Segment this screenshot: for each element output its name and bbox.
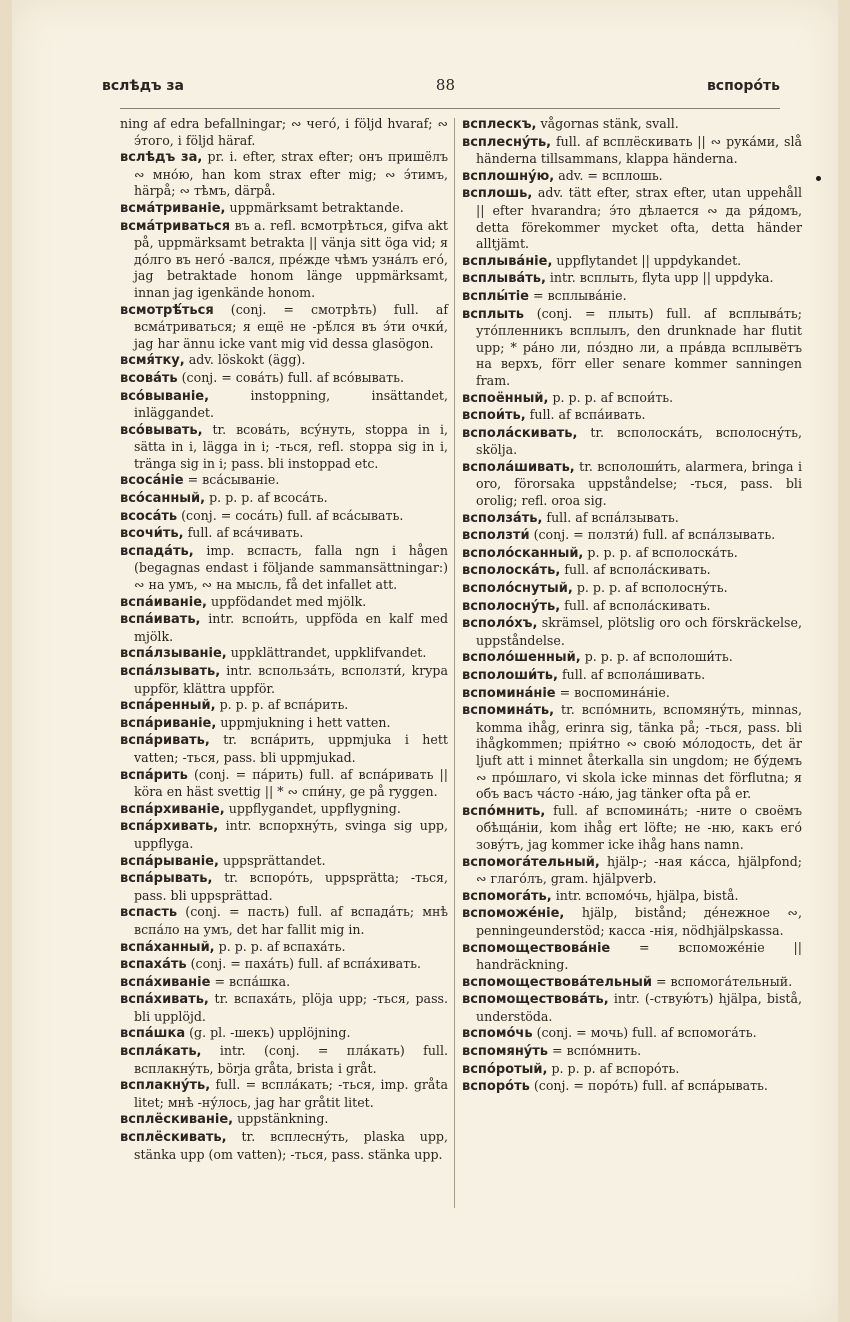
entry-definition: въ a. refl. всмотрѣться, gifva akt på, uppmärksamt betrakta || vänja sitt öga vid; я до́лго въ него́ -вался, пре́жде чѣмъ узна́лъ его́, jag betraktade honom länge uppmärksamt, innan jag igenkände honom. — [134, 217, 448, 300]
entry-headword: вспа́шка — [120, 1026, 186, 1042]
dictionary-entry — [120, 991, 448, 1025]
entry-definition: tr. всова́ть, всу́нуть, stoppa in i, sätta in i, lägga in i; -ться, refl. stoppa sig in i, tränga sig in i; pass. bli instoppad etc. — [134, 421, 448, 471]
entry-headword: вспасть — [120, 905, 178, 921]
entry-headword: вспа́ривать, — [120, 733, 210, 749]
entry-definition: uppklättrandet, uppklifvandet. — [230, 645, 427, 661]
entry-definition: full. af вспола́скивать. — [564, 597, 711, 613]
entry-headword: всполосну́ть, — [462, 598, 561, 614]
entry-headword: всплёскивать, — [120, 1130, 227, 1146]
entry-headword: вспа́лзываніе, — [120, 646, 227, 662]
entry-headword: всполо́шенный, — [462, 650, 581, 666]
ink-spot — [816, 176, 821, 181]
dictionary-entry — [120, 116, 448, 149]
entry-definition: p. p. p. af вспои́ть. — [552, 389, 674, 405]
entry-definition: (conj. = поро́ть) full. af вспа́рывать. — [533, 1078, 768, 1094]
dictionary-entry — [120, 594, 448, 612]
entry-headword: всполо́снутый, — [462, 581, 573, 597]
entry-headword: всо́вывать, — [120, 422, 203, 438]
dictionary-entry — [462, 615, 802, 649]
dictionary-entry — [120, 388, 448, 422]
dictionary-entry — [462, 854, 802, 888]
dictionary-entry — [462, 905, 802, 939]
entry-definition: intr. вспорхну́ть, svinga sig upp, uppflyga. — [134, 818, 448, 851]
entry-definition: (g. pl. -шекъ) upplöjning. — [189, 1025, 351, 1041]
entry-headword: всо́санный, — [120, 491, 206, 507]
entry-definition: tr. всплесну́ть, plaska upp, stänka upp (om vatten); -ться, pass. stänka upp. — [134, 1129, 448, 1162]
entry-definition: vågornas stänk, svall. — [540, 116, 679, 131]
dictionary-entry — [462, 598, 802, 616]
dictionary-entry — [462, 545, 802, 563]
entry-headword: всполо́сканный, — [462, 545, 584, 561]
dictionary-entry — [462, 168, 802, 186]
entry-definition: tr. вспоро́ть, uppsprätta; -ться, pass. bli uppsprättad. — [134, 870, 448, 903]
entry-definition: full. af вспомина́ть; -ните о своёмъ обѣща́ніи, kom ihåg ert löfte; не -ню, какъ его́ зову́тъ, jag kommer icke ihåg hans namn. — [476, 802, 802, 852]
dictionary-entry — [120, 543, 448, 594]
entry-definition: (conj. = мочь) full. af вспомога́ть. — [536, 1025, 757, 1041]
dictionary-entry — [462, 510, 802, 528]
entry-headword: вспада́ть, — [120, 543, 194, 559]
entry-headword: вспола́шивать, — [462, 459, 575, 475]
entry-definition: = вспоможе́ніе || handräckning. — [476, 939, 802, 973]
entry-headword: вспомина́ніе — [462, 685, 556, 701]
entry-headword: всмотрѣ́ться — [120, 302, 214, 318]
dictionary-entry — [120, 801, 448, 819]
entry-headword: всплыва́ніе, — [462, 253, 553, 269]
dictionary-entry — [120, 352, 448, 370]
entry-definition: p. p. p. af всполоши́ть. — [584, 649, 733, 665]
entry-headword: вспоённый, — [462, 390, 549, 406]
dictionary-entry — [462, 116, 802, 134]
entry-definition: = всплыва́ніе. — [533, 287, 627, 303]
entry-definition: tr. вспа́рить, uppmjuka i hett vatten; -ться, pass. bli uppmjukad. — [134, 732, 448, 765]
entry-definition: intr. вспомо́чь, hjälpa, bistå. — [555, 887, 739, 903]
entry-definition: intr. всплыть, flyta upp || uppdyka. — [549, 270, 774, 286]
entry-definition: hjälp-; -ная ка́сса, hjälpfond; ∾ глаго́лъ, gram. hjälpverb. — [476, 853, 802, 887]
dictionary-entry — [120, 818, 448, 852]
entry-definition: skrämsel, plötslig oro och förskräckelse, uppståndelse. — [476, 615, 802, 648]
entry-headword: всплыть — [462, 306, 524, 322]
entry-definition: (conj. = плыть) full. af всплыва́ть; уто́пленникъ всплылъ, den drunknade har flutit upp; * ра́но ли, по́здно ли, а пра́вда всплывётъ на верхъ, förr eller senare kommer sanningen fram. — [476, 305, 802, 388]
dictionary-entry — [120, 663, 448, 697]
entry-definition: hjälp, bistånd; де́нежное ∾, penningeunderstöd; касса -нія, nödhjälpskassa. — [476, 905, 802, 938]
entry-headword: вспа́иваніе, — [120, 594, 207, 610]
dictionary-entry — [462, 649, 802, 667]
entry-definition: intr. (conj. = пла́кать) full. всплакну́ть, börja gråta, brista i gråt. — [134, 1043, 448, 1076]
dictionary-entry — [462, 888, 802, 906]
entry-definition: uppmärksamt betraktande. — [229, 199, 404, 215]
entry-definition: (conj. = соса́ть) full. af вса́сывать. — [181, 507, 404, 523]
entry-headword: всплошну́ю, — [462, 168, 555, 184]
entry-headword: всплыва́ть, — [462, 271, 546, 287]
entry-headword: вспа́ханный, — [120, 939, 215, 955]
dictionary-entry — [462, 580, 802, 598]
entry-definition: full. af вспола́шивать. — [561, 667, 706, 682]
entry-definition: full. af вса́чивать. — [187, 525, 304, 541]
dictionary-entry — [120, 1129, 448, 1163]
dictionary-entry — [120, 1043, 448, 1077]
entry-definition: (conj. = сова́ть) full. af всо́вывать. — [181, 369, 405, 385]
entry-definition: p. p. p. af всполосну́ть. — [576, 580, 728, 596]
entry-definition: imp. вспасть, falla ngn i hågen (begagnas endast i följande sammansättningar:) ∾ на умъ, ∾ на мысль, få det infallet att. — [134, 542, 448, 593]
entry-definition: p. p. p. af вспа́рить. — [219, 697, 349, 713]
entry-headword: вспа́рхивать, — [120, 819, 219, 835]
header-rule — [120, 108, 780, 109]
entry-definition: uppflygandet, uppflygning. — [228, 800, 401, 816]
entry-definition: = вса́сываніе. — [187, 472, 280, 488]
entry-definition: = вспа́шка. — [214, 973, 291, 989]
entry-headword: вспомоществова́ніе — [462, 940, 611, 956]
dictionary-entry — [462, 425, 802, 459]
entry-headword: вспомоществова́ть, — [462, 992, 609, 1008]
entry-headword: всочи́ть, — [120, 526, 184, 542]
entry-headword: всполоска́ть, — [462, 563, 561, 579]
entry-definition: uppflytandet || uppdykandet. — [556, 252, 742, 268]
entry-definition: p. p. p. af всполоска́ть. — [587, 544, 738, 560]
entry-headword: всползти́ — [462, 528, 530, 544]
entry-definition: adv. löskokt (ägg). — [188, 352, 306, 368]
dictionary-entry — [462, 459, 802, 510]
dictionary-entry — [462, 803, 802, 854]
entry-definition: adv. = всплошь. — [558, 167, 663, 183]
dictionary-entry — [120, 1111, 448, 1129]
entry-definition: p. p. p. af вспоро́ть. — [551, 1060, 680, 1076]
entry-headword: вспомяну́ть — [462, 1044, 549, 1060]
dictionary-entry — [462, 940, 802, 974]
dictionary-entry — [462, 1043, 802, 1061]
dictionary-entry — [462, 253, 802, 271]
entry-definition: = воспомина́ніе. — [559, 684, 670, 700]
entry-headword: всова́ть — [120, 370, 178, 386]
entry-headword: вспаха́ть — [120, 957, 187, 973]
dictionary-entry — [462, 991, 802, 1025]
dictionary-entry — [462, 1025, 802, 1043]
entry-headword: всполоши́ть, — [462, 668, 558, 683]
entry-headword: всплесну́ть, — [462, 134, 552, 150]
entry-headword: вспомоществова́тельный — [462, 974, 652, 990]
entry-headword: вспа́хивать, — [120, 992, 209, 1008]
entry-headword: вспла́кать, — [120, 1044, 202, 1060]
dictionary-entry — [462, 288, 802, 306]
entry-headword: вспа́хиваніе — [120, 974, 211, 990]
entry-headword: вспа́рывать, — [120, 871, 213, 887]
dictionary-entry — [120, 645, 448, 663]
left-column — [120, 116, 448, 1163]
entry-definition: uppmjukning i hett vatten. — [220, 714, 391, 730]
dictionary-entry — [120, 767, 448, 801]
entry-definition: ning af edra befallningar; ∾ чего́, i följd hvaraf; ∾ э́того, i följd häraf. — [120, 116, 448, 148]
entry-headword: вспо́мнить, — [462, 803, 546, 819]
dictionary-entry — [120, 732, 448, 766]
entry-definition: (conj. = смотрѣть) full. af всма́триваться; я ещё не -рѣ́лся въ э́ти очки́, jag har ännu icke vant mig vid dessa glasögon. — [134, 301, 448, 351]
dictionary-entry — [120, 853, 448, 871]
dictionary-entry — [462, 562, 802, 580]
dictionary-entry — [120, 870, 448, 904]
dictionary-entry — [462, 702, 802, 803]
header-right-guideword: вспоро́ть — [706, 78, 780, 94]
dictionary-entry — [462, 527, 802, 545]
dictionary-entry — [120, 1025, 448, 1043]
right-column — [462, 116, 802, 1096]
entry-headword: всоса́ть — [120, 508, 178, 524]
entry-definition: (conj. = пасть) full. af вспада́ть; мнѣ вспа́ло на умъ, det har fallit mig in. — [134, 904, 448, 937]
dictionary-entry — [462, 134, 802, 168]
entry-definition: full. af вспола́скивать. — [564, 562, 711, 578]
dictionary-entry — [120, 200, 448, 218]
entry-definition: tr. всполоска́ть, всполосну́ть, skölja. — [476, 424, 802, 458]
entry-definition: full. = вспла́кать; -ться, imp. gråta litet; мнѣ -ну́лось, jag har gråtit litet. — [134, 1077, 448, 1110]
entry-headword: всполо́хъ, — [462, 616, 538, 632]
entry-definition: intr. вспольза́ть, всползти́, krypa uppför, klättra uppför. — [134, 663, 448, 696]
dictionary-entry — [462, 685, 802, 703]
dictionary-entry — [462, 1078, 802, 1096]
entry-headword: вспоможе́ніе, — [462, 906, 565, 922]
entry-headword: вспа́рхиваніе, — [120, 801, 225, 817]
entry-definition: adv. tätt efter, strax efter, utan uppehåll || efter hvarandra; э́то дѣлается ∾ да ря́домъ, detta förekommer mycket ofta, detta händer alltjämt. — [476, 185, 802, 252]
dictionary-entry — [120, 715, 448, 733]
entry-headword: всплы́тіе — [462, 288, 529, 304]
dictionary-entry — [120, 611, 448, 645]
entry-headword: всплошь, — [462, 186, 533, 202]
entry-headword: вспола́скивать, — [462, 425, 578, 441]
dictionary-entry — [120, 508, 448, 526]
entry-definition: = вспо́мнить. — [552, 1043, 642, 1059]
entry-definition: (conj. = па́рить) full. af вспа́ривать || köra en häst svettig || * ∾ спи́ну, ge på ryggen. — [134, 766, 448, 800]
entry-headword: вспа́риваніе, — [120, 715, 217, 731]
entry-headword: вспомога́тельный, — [462, 854, 600, 870]
entry-definition: (conj. = паха́ть) full. af вспа́хивать. — [190, 956, 421, 972]
dictionary-entry — [120, 1077, 448, 1111]
entry-definition: intr. вспои́ть, uppföda en kalf med mjölk. — [134, 611, 448, 644]
page-number: 88 — [435, 76, 456, 94]
entry-headword: вспомога́ть, — [462, 888, 552, 904]
dictionary-entry — [462, 974, 802, 992]
dictionary-entry — [462, 306, 802, 390]
entry-definition: (conj. = ползти́) full. af вспа́лзывать. — [533, 527, 776, 543]
entry-headword: вспомо́чь — [462, 1026, 533, 1042]
entry-headword: всма́триваться — [120, 218, 231, 234]
entry-definition: p. p. p. af вспаха́ть. — [218, 938, 346, 954]
entry-headword: всма́триваніе, — [120, 200, 226, 216]
dictionary-entry — [462, 270, 802, 288]
entry-definition: full. af вспа́ивать. — [529, 407, 646, 423]
entry-definition: tr. вспаха́ть, plöja upp; -ться, pass. bli upplöjd. — [134, 991, 448, 1024]
entry-definition: instoppning, insättandet, inläggandet. — [134, 387, 448, 421]
dictionary-page — [12, 0, 838, 1322]
entry-headword: вспои́ть, — [462, 408, 526, 424]
entry-headword: всоса́ніе — [120, 473, 184, 489]
entry-headword: всо́вываніе, — [120, 388, 210, 404]
dictionary-entry — [120, 370, 448, 388]
header-left-guideword: вслѣдъ за — [102, 78, 184, 94]
entry-headword: всплескъ, — [462, 117, 537, 132]
dictionary-entry — [120, 422, 448, 473]
dictionary-entry — [462, 667, 802, 685]
dictionary-entry — [120, 904, 448, 938]
entry-definition: full. af всплёскивать || ∾ рука́ми, slå händerna tillsammans, klappa händerna. — [476, 133, 802, 167]
entry-headword: всполза́ть, — [462, 510, 543, 526]
entry-headword: вспа́рить — [120, 767, 188, 783]
entry-headword: вслѣдъ за, — [120, 150, 203, 166]
dictionary-entry — [120, 472, 448, 490]
dictionary-entry — [120, 490, 448, 508]
dictionary-entry — [462, 390, 802, 408]
column-divider — [454, 118, 455, 1208]
entry-definition: full. af вспа́лзывать. — [546, 509, 679, 525]
entry-headword: всмя́тку, — [120, 353, 185, 369]
entry-definition: uppstänkning. — [237, 1111, 329, 1127]
dictionary-entry — [120, 525, 448, 543]
entry-definition: uppfödandet med mjölk. — [211, 593, 367, 609]
entry-definition: = вспомога́тельный. — [655, 973, 793, 989]
entry-definition: tr. вспо́мнить, вспомяну́ть, minnas, komma ihåg, erinra sig, tänka på; -ться, pass. bli ihågkommen; прія́тно ∾ свою́ мо́лодость, det är ljuft att i minnet återkalla sin ungdom; не бу́демъ ∾ про́шлаго, vi skola icke minnas det förflutna; я объ васъ ча́сто -на́ю, jag tänker ofta på er. — [476, 702, 802, 802]
dictionary-entry — [462, 1061, 802, 1079]
entry-definition: tr. всполоши́ть, alarmera, bringa i oro, förorsaka uppståndelse; -ться, pass. bli orolig; refl. oroa sig. — [476, 458, 802, 509]
dictionary-entry — [462, 185, 802, 252]
entry-definition: uppsprättandet. — [222, 852, 326, 868]
entry-definition: p. p. p. af всоса́ть. — [209, 490, 328, 506]
entry-headword: всплакну́ть, — [120, 1078, 211, 1094]
dictionary-entry — [120, 974, 448, 992]
entry-definition: intr. (-ствую́тъ) hjälpa, bistå, understöda. — [476, 991, 802, 1024]
entry-headword: всплёскиваніе, — [120, 1112, 234, 1128]
entry-headword: вспоро́ть — [462, 1079, 530, 1095]
entry-headword: вспа́рываніе, — [120, 853, 219, 869]
dictionary-entry — [462, 407, 802, 425]
dictionary-entry — [120, 149, 448, 200]
page-header — [102, 76, 780, 104]
entry-definition: pr. i. efter, strax efter; онъ пришёлъ ∾ мно́ю, han kom strax efter mig; ∾ э́тимъ, härpå; ∾ тѣмъ, därpå. — [134, 149, 448, 199]
dictionary-entry — [120, 939, 448, 957]
dictionary-entry — [120, 302, 448, 353]
dictionary-entry — [120, 956, 448, 974]
dictionary-entry — [120, 697, 448, 715]
entry-headword: вспа́ивать, — [120, 612, 201, 628]
entry-headword: вспа́ренный, — [120, 698, 216, 714]
entry-headword: вспо́ротый, — [462, 1061, 548, 1077]
entry-headword: вспа́лзывать, — [120, 664, 221, 679]
dictionary-entry — [120, 218, 448, 302]
entry-headword: вспомина́ть, — [462, 703, 555, 719]
